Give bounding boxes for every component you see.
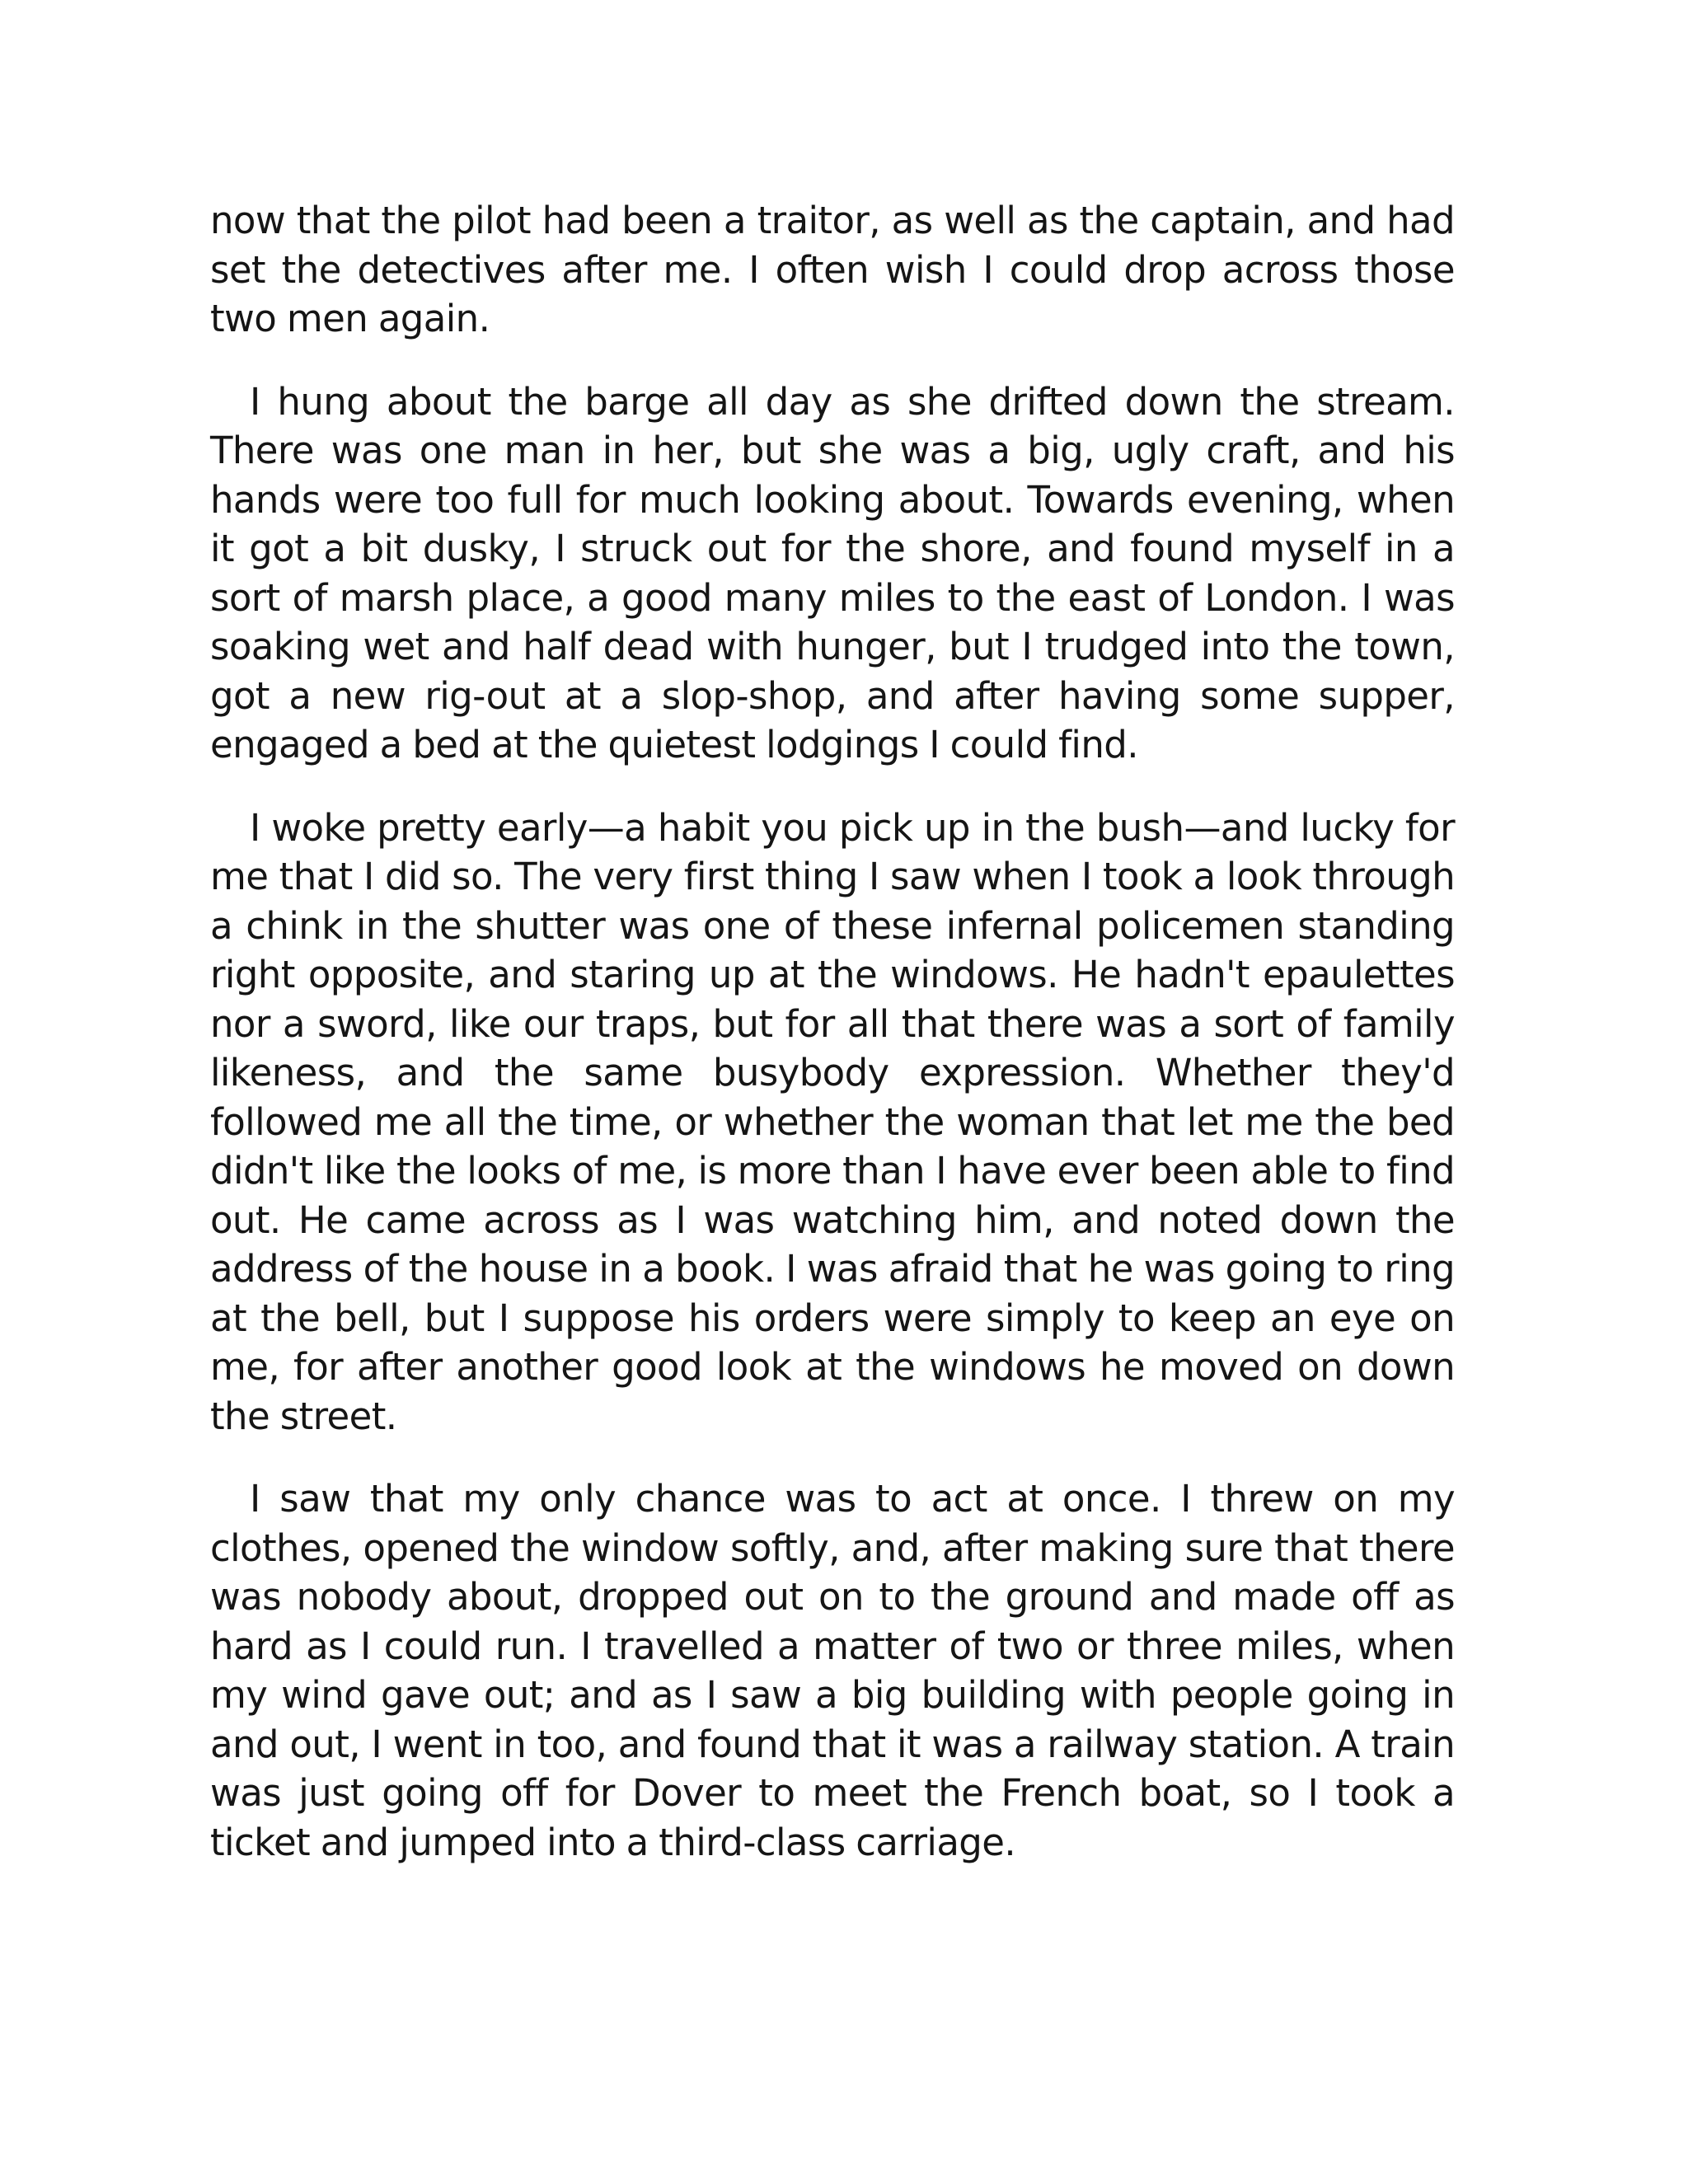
paragraph-continuation: now that the pilot had been a traitor, as well as the captain, and had set the detectives after me. I often wish I could drop across those two men again. [210,199,1455,340]
paragraph-policeman: I woke pretty early—a habit you pick up in the bush—and lucky for me that I did so. The very first thing I saw when I took a look through a chink in the shutter was one of these infernal policemen standing right opposite, and staring up at the windows. He hadn't epaulettes nor a sword, like our traps, but for all that there was a sort of family likeness, and the same busybody expression. Whether they'd followed me all the time, or whether the woman that let me the bed didn't like the looks of me, is more than I have ever been able to find out. He came across as I was watching him, and noted down the address of the house in a book. I was afraid that he was going to ring at the bell, but I suppose his orders were simply to keep an eye on me, for after another good look at the windows he moved on down the street. [210,805,1455,1438]
paragraph-escape: I saw that my only chance was to act at once. I threw on my clothes, opened the window softly, and, after making sure that there was nobody about, dropped out on to the ground and made off as hard as I could run. I travelled a matter of two or three miles, when my wind gave out; and as I saw a big building with people going in and out, I went in too, and found that it was a railway station. A train was just going off for Dover to meet the French boat, so I took a ticket and jumped into a third-class carriage. [210,1477,1455,1864]
body-text [210,196,1455,1867]
paragraph-barge: I hung about the barge all day as she drifted down the stream. There was one man in her, but she was a big, ugly craft, and his hands were too full for much looking about. Towards evening, when it got a bit dusky, I struck out for the shore, and found myself in a sort of marsh place, a good many miles to the east of London. I was soaking wet and half dead with hunger, but I trudged into the town, got a new rig-out at a slop-shop, and after having some supper, engaged a bed at the quietest lodgings I could find. [210,379,1455,766]
